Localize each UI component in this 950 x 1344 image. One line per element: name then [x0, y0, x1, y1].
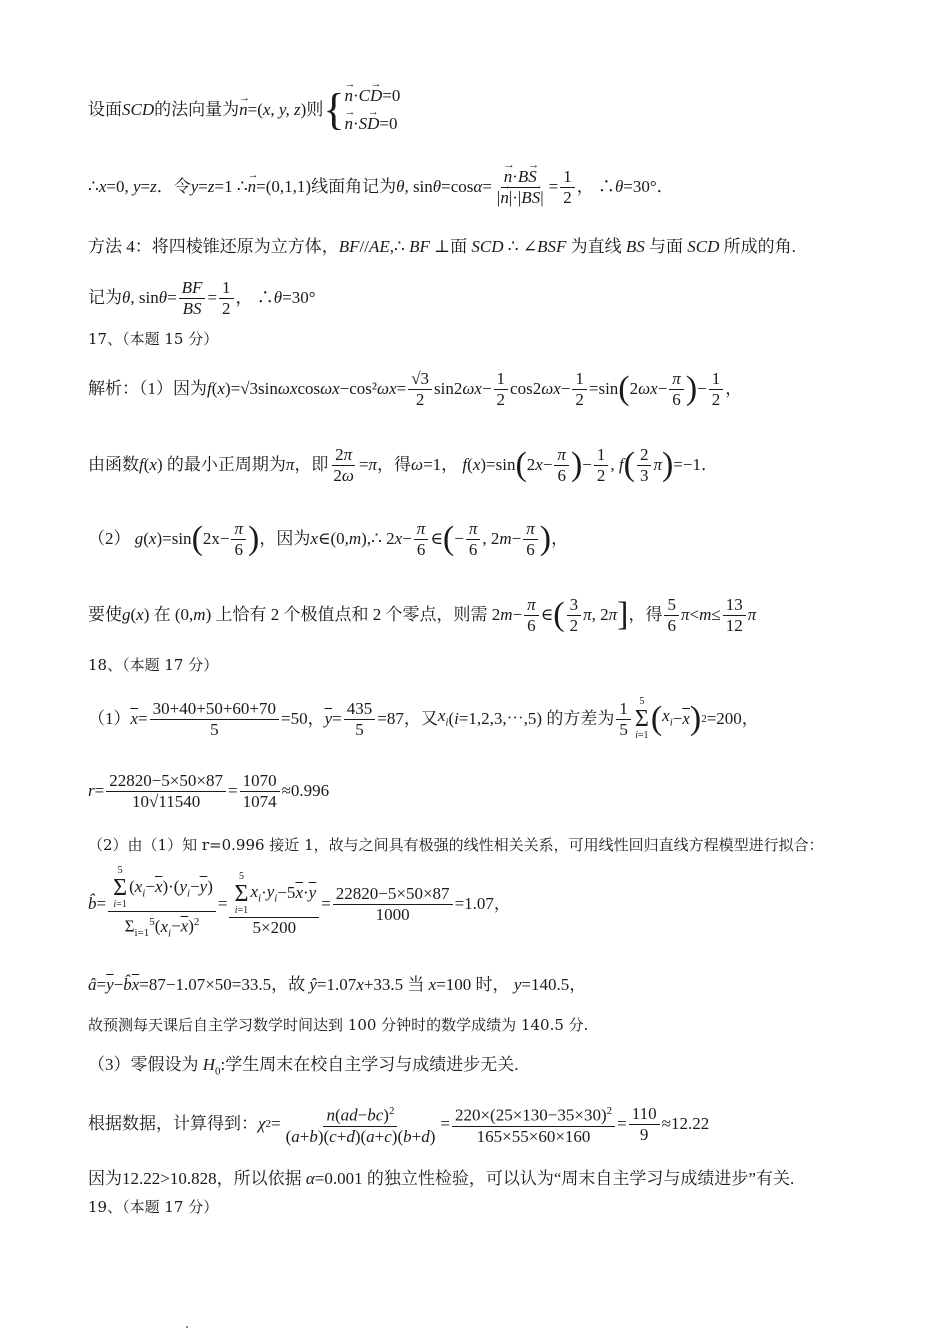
line-angle-result: ∴ x =0, y = z ．令 y = z =1 ∴ → n =(0,1,1)线面角记为 θ , sin θ =cos α = → $\frac{n\cdot B\to S}{|\to n|\cdot|B\to S|}$ = $\frac{1}{2}$ ， ∴ θ =30°． — [88, 160, 890, 214]
q17-part2: （2） g ( x )=sin ( 2x− $\frac{\pi}{6}$ ) ，因为 x ∈(0, m ),∴ 2 x − $\frac{\pi}{6}$ ∈ ( − $\frac{\pi}{6}$ , 2 m − $\frac{\pi}{6}$ ) ， — [88, 518, 569, 559]
method-4-result: 记为 θ , sin θ = $\frac{BF}{BS}$ = $\frac{1}{2}$ ， ∴ θ =30° — [88, 277, 316, 318]
page-dot — [186, 1326, 188, 1328]
q17-condition: 要使 g ( x ) 在 (0, m ) 上恰有 2 个极值点和 2 个零点，则需 2 m − $\frac{\pi}{6}$ ∈ ( $\frac{3}{2}$ π , 2 π ] ，得 $\frac{5}{6}$ π < m ≤ $\frac{13}{12}$ π — [88, 594, 757, 635]
q18-conclusion: 因为12.22>10.828，所以依据 α=0.001 的独立性检验，可以认为“周末自主学习与成绩进步”有关. — [88, 1169, 795, 1188]
q18-chi-square: 根据数据，计算得到： χ 2 = $\frac{n(ad-bc)^2}{(a+b)(c+d)(a+c)(b+d)}$ = $\frac{220\times(25\times 130-35\times 30)^2}{165\times 55\times 60\times 160}$ = $\frac{110}{9}$ ≈12.22 — [88, 1100, 890, 1148]
question-19-heading: 19、（本题 17 分） — [88, 1198, 219, 1216]
q18-slope: b̂ = 5 Σ i=1 $(x_i-\overline{x})\cdot(y_i-\overline{y})$ $\Sigma_{i=1}^5(x_i-\overline{x})^2$ = 5 Σ i=1 $x_i\cdot y_i-5\overline{x}\cdot\overline{y}$ 5×200 = $\frac{22820-5\times 50\times 87}{1000}$ =1.07， — [88, 864, 511, 940]
question-18-heading: 18、（本题 17 分） — [88, 656, 219, 674]
question-17-heading: 17、（本题 15 分） — [88, 330, 219, 348]
q17-period: 由函数 f ( x ) 的最小正周期为 π ，即 $\frac{2\pi}{2\omega}$ = π ，得 ω =1， f ( x )=sin ( 2 x − $\frac{\pi}{6}$ ) − $\frac{1}{2}$ , f ( $\frac{2}{3}$ π ) =−1． — [88, 444, 718, 485]
q18-part2-intro: （2）由（1）知 r=0.996 接近 1，故与之间具有极强的线性相关关系，可用线性回归直线方程模型进行拟合： — [88, 836, 824, 854]
q18-prediction: 故预测每天课后自主学习数学时间达到 100 分钟时的数学成绩为 140.5 分. — [88, 1016, 589, 1034]
q18-means-variance: （1） $\overline{x}$ = $\frac{30+40+50+60+70}{5}$ =50， $\overline{y}$ = $\frac{435}{5}$ =87，又 $x_i$ ( i =1,2,3,⋯,5) 的方差为 $\frac{1}{5}$ 5 Σ i=1 ( $x_i$ − $\overline{x}$ ) 2 =200， — [88, 696, 759, 741]
normal-vector-setup: 设面 SCD 的法向量为 → n =( x, y, z )则 { → n·C→ D=0 → n·S→ D=0 — [88, 84, 890, 136]
q17-part1-analysis: 解析：（1）因为 f ( x )=√3sin ωx cos ωx −cos² ωx = $\frac{√3}{2}$ sin2 ωx − $\frac{1}{2}$ cos2 ωx − $\frac{1}{2}$ =sin ( 2 ωx − $\frac{\pi}{6}$ ) − $\frac{1}{2}$ ， — [88, 368, 743, 409]
q18-correlation: r = $\frac{22820-5\times 50\times 87}{10√11540}$ = $\frac{1070}{1074}$ ≈0.996 — [88, 770, 330, 811]
q18-regression-line: $â=\overline{y}-b̂\overline{x}=87-1.07\times 50=33.5$，故 ŷ=1.07x+33.5 当 x=100 时， y=140.5， — [88, 975, 587, 994]
method-4: 方法 4：将四棱锥还原为立方体，BF//AE,∴ BF ⊥面 SCD ∴ ∠BSF 为直线 BS 与面 SCD 所成的角. — [88, 237, 796, 256]
q18-null-hypothesis: （3）零假设为 $H_0$:学生周末在校自主学习与成绩进步无关. — [88, 1055, 519, 1078]
